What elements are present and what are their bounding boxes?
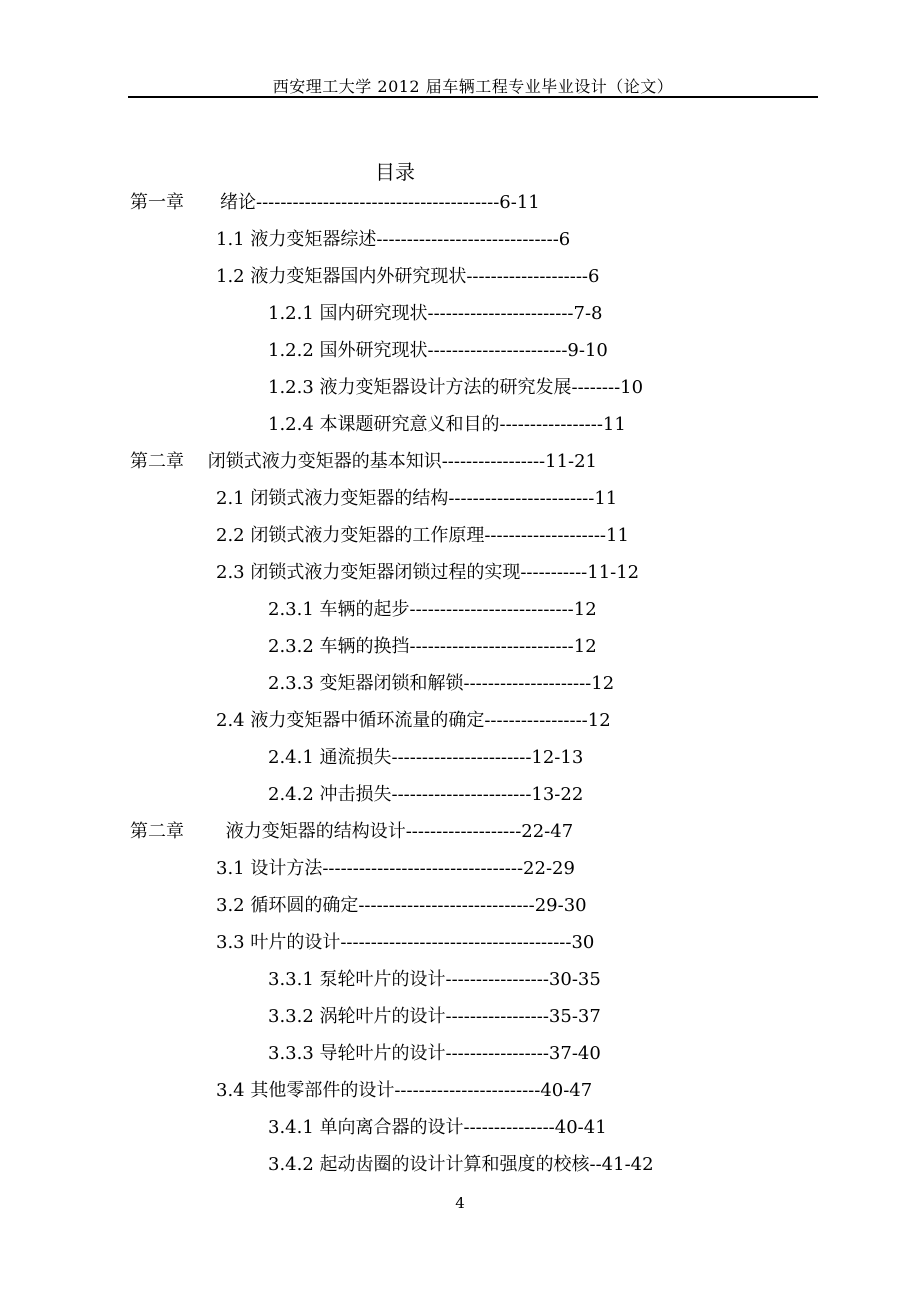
toc-entry-chapter-3[interactable]: 第二章 液力变矩器的结构设计-------------------22-47 bbox=[130, 821, 574, 842]
toc-entry-3-4[interactable]: 3.4 其他零部件的设计------------------------40-47 bbox=[216, 1080, 593, 1101]
toc-entry-1-2-3[interactable]: 1.2.3 液力变矩器设计方法的研究发展--------10 bbox=[268, 377, 644, 398]
toc-entry-2-3-3[interactable]: 2.3.3 变矩器闭锁和解锁---------------------12 bbox=[268, 673, 615, 694]
toc-entry-3-3-1[interactable]: 3.3.1 泵轮叶片的设计-----------------30-35 bbox=[268, 969, 601, 990]
toc-entry-1-2-2[interactable]: 1.2.2 国外研究现状-----------------------9-10 bbox=[268, 340, 608, 361]
toc-entry-1-2[interactable]: 1.2 液力变矩器国内外研究现状--------------------6 bbox=[216, 266, 600, 287]
toc-entry-chapter-1[interactable]: 第一章 绪论----------------------------------------6-11 bbox=[130, 192, 540, 213]
toc-entry-1-2-1[interactable]: 1.2.1 国内研究现状------------------------7-8 bbox=[268, 303, 603, 324]
toc-entry-2-1[interactable]: 2.1 闭锁式液力变矩器的结构------------------------11 bbox=[216, 488, 618, 509]
toc-entry-3-1[interactable]: 3.1 设计方法---------------------------------22-29 bbox=[216, 858, 575, 879]
toc-entry-3-2[interactable]: 3.2 循环圆的确定-----------------------------29-30 bbox=[216, 895, 587, 916]
toc-entry-3-3-2[interactable]: 3.3.2 涡轮叶片的设计-----------------35-37 bbox=[268, 1006, 601, 1027]
toc-entry-1-2-4[interactable]: 1.2.4 本课题研究意义和目的-----------------11 bbox=[268, 414, 626, 435]
toc-title: 目录 bbox=[375, 160, 415, 184]
toc-entry-1-1[interactable]: 1.1 液力变矩器综述------------------------------6 bbox=[216, 229, 571, 250]
toc-entry-2-3-1[interactable]: 2.3.1 车辆的起步---------------------------12 bbox=[268, 599, 597, 620]
toc-entry-chapter-2[interactable]: 第二章 闭锁式液力变矩器的基本知识-----------------11-21 bbox=[130, 451, 598, 472]
page-number: 4 bbox=[455, 1194, 465, 1212]
page-header: 西安理工大学 2012 届车辆工程专业毕业设计（论文） bbox=[272, 77, 674, 96]
toc-entry-2-4[interactable]: 2.4 液力变矩器中循环流量的确定-----------------12 bbox=[216, 710, 611, 731]
toc-entry-2-3[interactable]: 2.3 闭锁式液力变矩器闭锁过程的实现-----------11-12 bbox=[216, 562, 640, 583]
toc-entry-3-3-3[interactable]: 3.3.3 导轮叶片的设计-----------------37-40 bbox=[268, 1043, 601, 1064]
toc-entry-2-4-2[interactable]: 2.4.2 冲击损失-----------------------13-22 bbox=[268, 784, 584, 805]
toc-entry-2-3-2[interactable]: 2.3.2 车辆的换挡---------------------------12 bbox=[268, 636, 597, 657]
toc-entry-3-4-1[interactable]: 3.4.1 单向离合器的设计---------------40-41 bbox=[268, 1117, 607, 1138]
toc-entry-3-4-2[interactable]: 3.4.2 起动齿圈的设计计算和强度的校核--41-42 bbox=[268, 1154, 654, 1175]
toc-entry-2-4-1[interactable]: 2.4.1 通流损失-----------------------12-13 bbox=[268, 747, 584, 768]
toc-entry-3-3[interactable]: 3.3 叶片的设计--------------------------------------30 bbox=[216, 932, 595, 953]
toc-entry-2-2[interactable]: 2.2 闭锁式液力变矩器的工作原理--------------------11 bbox=[216, 525, 629, 546]
